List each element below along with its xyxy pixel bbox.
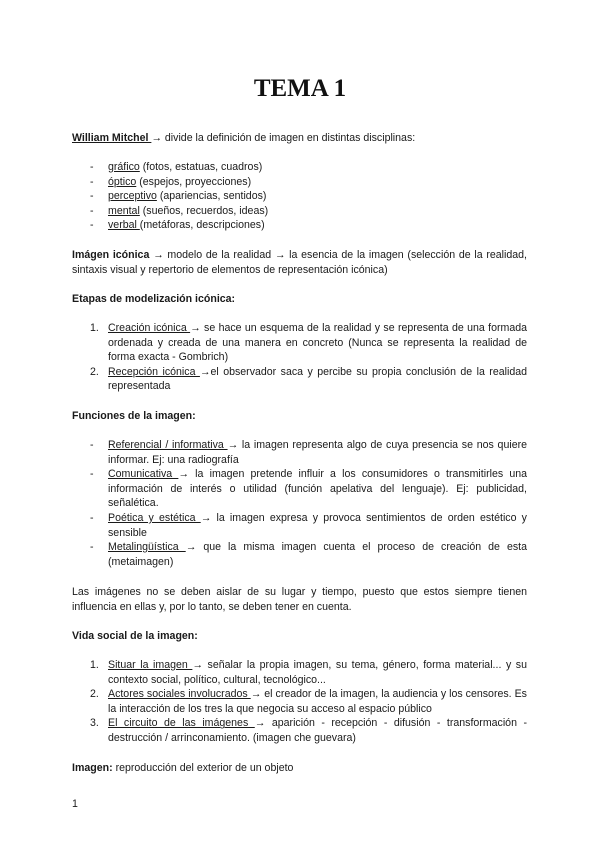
intro-paragraph [72, 131, 527, 146]
iconic-image-paragraph [72, 248, 527, 277]
list-item: 1. Situar la imagen → señalar la propia imagen, su tema, género, forma material... y su contexto social, político, cultural, tecnológico... [90, 659, 527, 686]
intro-text: → divide la definición de imagen en distintas disciplinas: [151, 132, 416, 144]
list-item: - Poética y estética → la imagen expresa y provoca sentimientos de orden estético y sensible [72, 511, 527, 540]
functions-heading: Funciones de la imagen: [72, 410, 196, 422]
isolation-paragraph: Las imágenes no se deben aislar de su lugar y tiempo, puesto que estos siempre tienen influencia en ellas y, por lo tanto, se deben tener en cuenta. [72, 586, 527, 613]
social-list [72, 658, 527, 746]
list-item: - Comunicativa → la imagen pretende influir a los consumidores o transmitirles una información de interés o utilidad (función apelativa del lenguaje). Ej: publicidad, señalética. [72, 467, 527, 511]
definition-paragraph [72, 761, 527, 776]
iconic-text: → modelo de la realidad → la esencia de la imagen (selección de la realidad, sintaxis visual y repertorio de elementos de representación icónica) [72, 249, 527, 276]
list-item: - mental (sueños, recuerdos, ideas) [72, 204, 527, 219]
page-title: TEMA 1 [253, 75, 347, 102]
functions-list [72, 438, 527, 569]
social-heading: Vida social de la imagen: [72, 630, 198, 642]
disciplines-list-wrapper [72, 160, 527, 233]
stages-list [72, 321, 527, 394]
disciplines-list [72, 160, 527, 233]
list-item: 2. Recepción icónica →el observador saca y percibe su propia conclusión de la realidad representada [90, 365, 528, 393]
list-item: - Metalingüística → que la misma imagen cuenta el proceso de creación de esta (metaimagen) [72, 540, 527, 569]
list-item: 3. El circuito de las imágenes → aparición - recepción - difusión - transformación - destrucción / arrinconamiento. (imagen che guevara) [90, 717, 528, 744]
stages-list-wrapper [72, 321, 527, 394]
iconic-term: Imágen icónica [72, 249, 150, 261]
list-item: - Referencial / informativa → la imagen representa algo de cuya presencia se nos quiere informar. Ej: una radiografía [72, 438, 527, 467]
definition-term: Imagen: [72, 762, 113, 774]
list-item: 2. Actores sociales involucrados → el creador de la imagen, la audiencia y los censores. Es la interacción de los tres la que negocia su acceso al espacio público [90, 688, 527, 715]
list-item: 1. Creación icónica → se hace un esquema de la realidad y se representa de una formada ordenada y creada de una manera en concreto (Nunca se representa la realidad de forma exacta - Gombrich) [90, 322, 527, 364]
list-item: - verbal (metáforas, descripciones) [72, 218, 527, 233]
author-name: William Mitchel [72, 132, 152, 144]
social-list-wrapper [72, 658, 527, 746]
list-item: - perceptivo (apariencias, sentidos) [72, 189, 527, 204]
page-number: 1 [72, 798, 78, 810]
list-item: - óptico (espejos, proyecciones) [72, 175, 527, 190]
stages-heading: Etapas de modelización icónica: [72, 293, 236, 305]
functions-list-wrapper [72, 438, 527, 569]
list-item: - gráfico (fotos, estatuas, cuadros) [72, 160, 527, 175]
definition-text: reproducción del exterior de un objeto [112, 762, 294, 774]
